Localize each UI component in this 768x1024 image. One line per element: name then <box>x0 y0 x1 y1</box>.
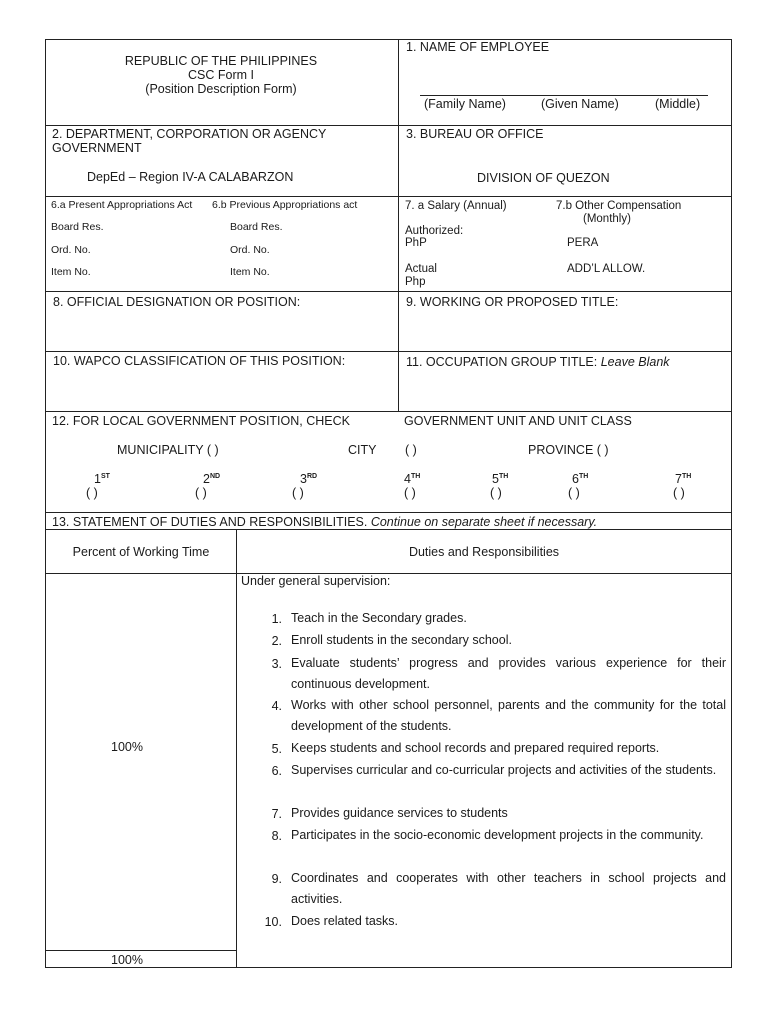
class-6-label: 6TH <box>572 472 589 486</box>
salary-annual-label: 7. a Salary (Annual) <box>405 200 507 212</box>
divider <box>45 125 732 126</box>
department-label-2: GOVERNMENT <box>52 141 142 155</box>
duty-item: Participates in the socio-economic development projects in the community. <box>291 828 704 842</box>
divider <box>45 196 732 197</box>
percent-total: 100% <box>111 953 143 967</box>
ord-no-label: Ord. No. <box>51 244 91 256</box>
class-7-checkbox[interactable]: ( ) <box>673 486 685 500</box>
class-5-checkbox[interactable]: ( ) <box>490 486 502 500</box>
name-underline <box>420 95 708 96</box>
duty-number: 8. <box>271 829 282 843</box>
given-name-label: (Given Name) <box>541 97 619 111</box>
class-1-label: 1ST <box>94 472 110 486</box>
duty-item: Keeps students and school records and prepared required reports. <box>291 741 660 755</box>
percent-column-header: Percent of Working Time <box>72 545 210 559</box>
column-divider <box>398 39 399 412</box>
department-value: DepEd – Region IV-A CALABARZON <box>87 170 294 184</box>
percent-value: 100% <box>111 740 143 754</box>
class-6-checkbox[interactable]: ( ) <box>568 486 580 500</box>
duty-item: Teach in the Secondary grades. <box>291 611 467 625</box>
duty-number: 4. <box>271 699 282 713</box>
duty-number: 3. <box>271 657 282 671</box>
duty-number: 6. <box>271 764 282 778</box>
class-2-checkbox[interactable]: ( ) <box>195 486 207 500</box>
unit-class-label: GOVERNMENT UNIT AND UNIT CLASS <box>404 414 632 428</box>
pera-label: PERA <box>567 237 599 249</box>
divider <box>45 529 732 530</box>
department-label: 2. DEPARTMENT, CORPORATION OR AGENCY <box>52 127 327 141</box>
wapco-label: 10. WAPCO CLASSIFICATION OF THIS POSITION: <box>53 354 346 368</box>
previous-appropriations-label: 6.b Previous Appropriations act <box>212 199 358 211</box>
duty-item: Enroll students in the secondary school. <box>291 633 512 647</box>
column-divider <box>236 529 237 968</box>
other-compensation-label: 7.b Other Compensation <box>556 200 682 212</box>
employee-name-label: 1. NAME OF EMPLOYEE <box>406 40 550 54</box>
municipality-checkbox[interactable]: MUNICIPALITY ( ) <box>117 443 219 457</box>
republic-title: REPUBLIC OF THE PHILIPPINES <box>124 54 318 68</box>
divider <box>45 512 732 513</box>
class-3-checkbox[interactable]: ( ) <box>292 486 304 500</box>
bureau-label: 3. BUREAU OR OFFICE <box>406 127 544 141</box>
duties-section-label <box>52 515 597 529</box>
form-subtitle: (Position Description Form) <box>145 82 297 96</box>
duty-item: Does related tasks. <box>291 914 398 928</box>
class-4-label: 4TH <box>404 472 421 486</box>
local-government-label: 12. FOR LOCAL GOVERNMENT POSITION, CHECK <box>52 414 350 428</box>
province-checkbox[interactable]: PROVINCE ( ) <box>528 443 609 457</box>
class-4-checkbox[interactable]: ( ) <box>404 486 416 500</box>
working-title-label: 9. WORKING OR PROPOSED TITLE: <box>406 295 619 309</box>
city-label: CITY <box>348 443 377 457</box>
item-no-label: Item No. <box>230 266 270 278</box>
divider <box>45 291 732 292</box>
authorized-label: Authorized: <box>405 225 464 237</box>
class-3-label: 3RD <box>300 472 318 486</box>
php-label: Php <box>405 276 426 288</box>
family-name-label: (Family Name) <box>424 97 506 111</box>
duty-item: Coordinates and cooperates with other teachers in school projects and activities. <box>291 871 726 906</box>
duties-column-header: Duties and Responsibilities <box>408 545 560 559</box>
actual-label: Actual <box>405 263 437 275</box>
middle-name-label: (Middle) <box>655 97 701 111</box>
city-checkbox[interactable]: ( ) <box>405 443 417 457</box>
php-label: PhP <box>405 237 427 249</box>
board-res-label: Board Res. <box>230 221 283 233</box>
occupation-group-text: 11. OCCUPATION GROUP TITLE: <box>406 355 601 369</box>
duty-number: 7. <box>271 807 282 821</box>
occupation-group-value: Leave Blank <box>600 355 670 369</box>
divider <box>45 950 236 951</box>
official-designation-label: 8. OFFICIAL DESIGNATION OR POSITION: <box>53 295 301 309</box>
duty-number: 5. <box>271 742 282 756</box>
duty-number: 9. <box>271 872 282 886</box>
divider <box>45 351 732 352</box>
ord-no-label: Ord. No. <box>230 244 270 256</box>
duty-item: Works with other school personnel, parents and the community for the total development of the students. <box>291 698 726 733</box>
duties-section-title: 13. STATEMENT OF DUTIES AND RESPONSIBILITIES. <box>52 515 371 529</box>
form-name: CSC Form I <box>188 68 254 82</box>
class-1-checkbox[interactable]: ( ) <box>86 486 98 500</box>
present-appropriations-label: 6.a Present Appropriations Act <box>51 199 193 211</box>
duties-section-note: Continue on separate sheet if necessary. <box>370 515 598 529</box>
board-res-label: Board Res. <box>51 221 104 233</box>
item-no-label: Item No. <box>51 266 91 278</box>
duty-number: 2. <box>271 634 282 648</box>
bureau-value: DIVISION OF QUEZON <box>477 171 610 185</box>
duty-number: 10. <box>264 915 282 929</box>
duty-item: Evaluate students’ progress and provides various experience for their continuous development. <box>291 656 726 691</box>
duty-item: Provides guidance services to students <box>291 806 508 820</box>
class-2-label: 2ND <box>203 472 221 486</box>
duties-intro: Under general supervision: <box>241 574 391 588</box>
divider <box>45 411 732 412</box>
addl-allowance-label: ADD’L ALLOW. <box>567 263 646 275</box>
monthly-label: (Monthly) <box>583 213 631 225</box>
class-5-label: 5TH <box>492 472 509 486</box>
duty-item: Supervises curricular and co-curricular projects and activities of the students. <box>291 763 717 777</box>
class-7-label: 7TH <box>675 472 692 486</box>
duty-number: 1. <box>271 612 282 626</box>
occupation-group-label <box>406 355 670 369</box>
